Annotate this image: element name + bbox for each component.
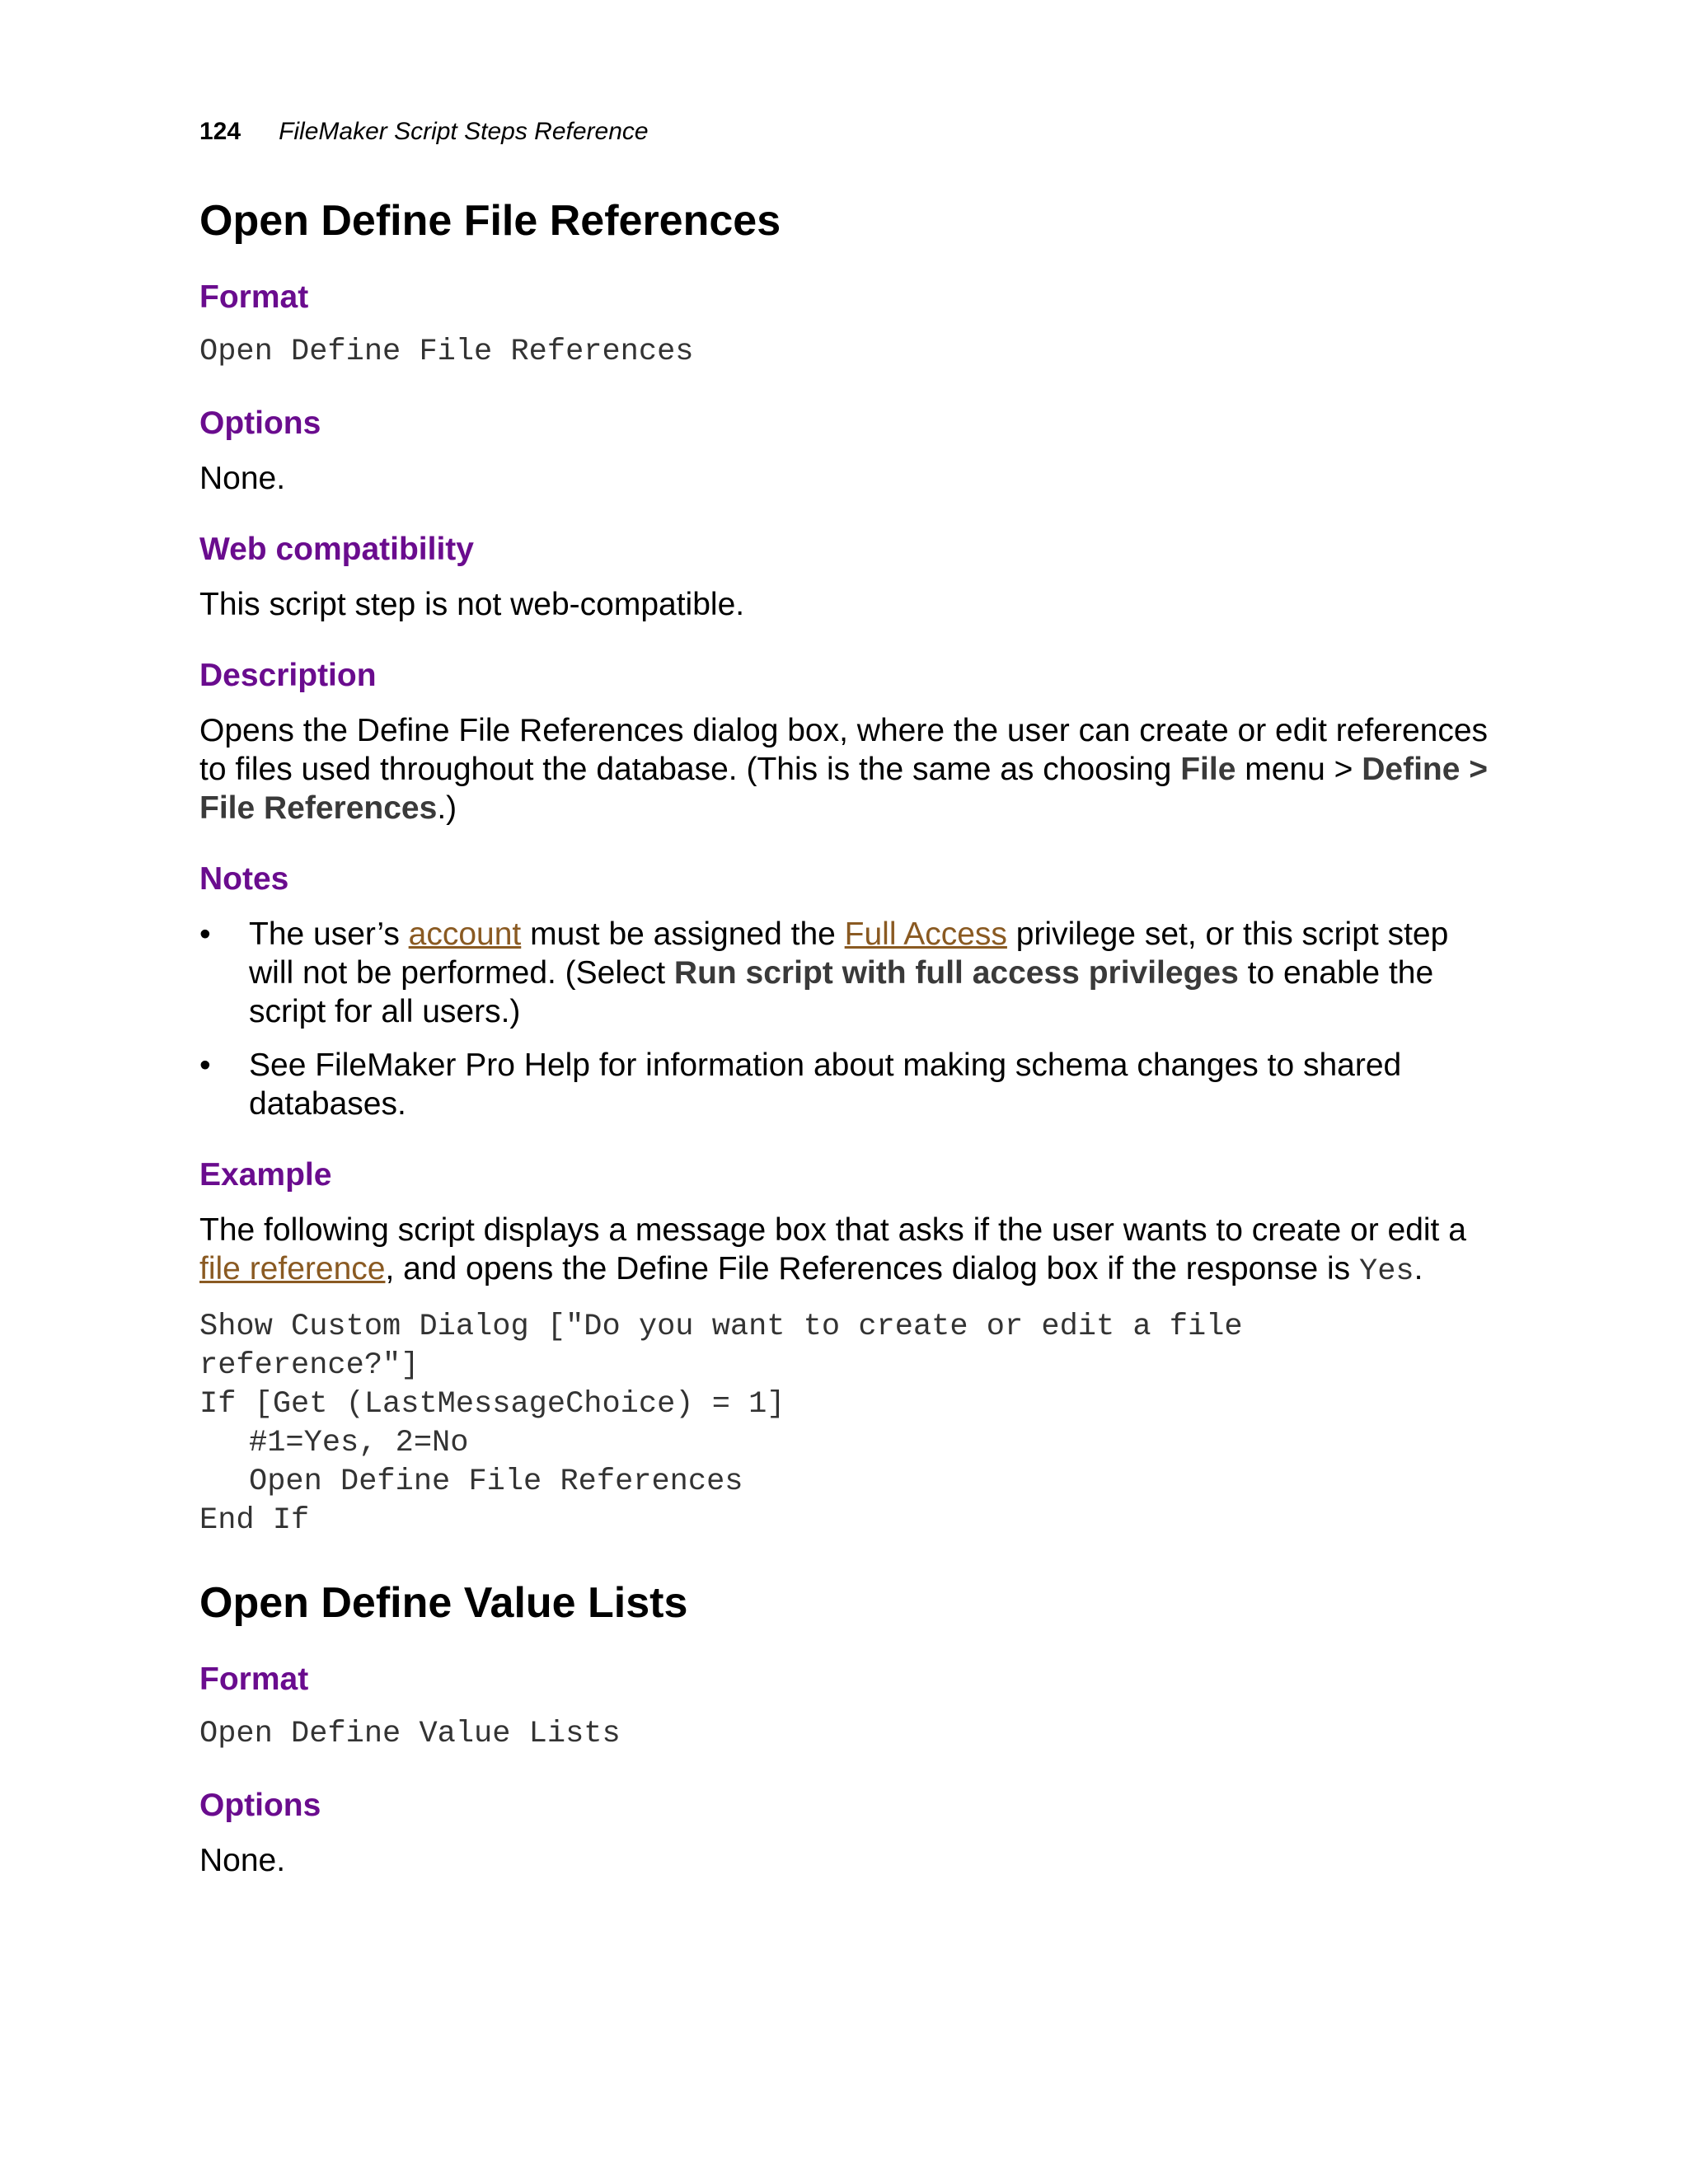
code-line: Open Define File References	[249, 1465, 743, 1499]
example-part: The following script displays a message box that asks if the user wants to create or edit a	[199, 1212, 1466, 1248]
code-line: End If	[199, 1503, 310, 1538]
format-code: Open Define File References	[199, 335, 694, 369]
example-heading: Example	[199, 1157, 332, 1193]
note-item	[199, 1046, 1502, 1123]
bullet: •	[199, 1047, 211, 1083]
options-heading: Options	[199, 1788, 321, 1823]
note-text: See FileMaker Pro Help for information about making schema changes to shared databases.	[249, 1047, 1402, 1122]
section-title-open-define-value-lists: Open Define Value Lists	[199, 1579, 688, 1627]
format-heading: Format	[199, 279, 309, 315]
description-heading: Description	[199, 658, 377, 693]
code-line: reference?"]	[199, 1348, 420, 1383]
description-part: .)	[437, 790, 457, 826]
inline-code-yes: Yes	[1359, 1254, 1414, 1289]
menu-file-bold: File	[1180, 752, 1236, 787]
note-text: privilege set, or this script step will not be performed. (Select	[249, 916, 1449, 991]
options-text: None.	[199, 461, 286, 496]
running-title: FileMaker Script Steps Reference	[279, 118, 649, 145]
example-part: .	[1414, 1251, 1423, 1286]
description-text	[199, 711, 1502, 827]
code-line: Show Custom Dialog ["Do you want to create or edit a file	[199, 1310, 1243, 1344]
options-text: None.	[199, 1843, 286, 1878]
note-text: to enable the script for all users.)	[249, 955, 1434, 1029]
note-text: The user’s	[249, 916, 409, 952]
page-number: 124	[199, 118, 241, 145]
format-code: Open Define Value Lists	[199, 1717, 621, 1751]
file-reference-link[interactable]: file reference	[199, 1251, 386, 1286]
web-compatibility-heading: Web compatibility	[199, 532, 474, 567]
bullet: •	[199, 916, 211, 952]
code-line: #1=Yes, 2=No	[249, 1426, 469, 1460]
full-access-link[interactable]: Full Access	[844, 916, 1007, 952]
running-header	[199, 117, 1502, 147]
note-text: must be assigned the	[521, 916, 845, 952]
description-part: Opens the Define File References dialog box, where the user can create or edit references to files used throughout the database. (This is the same as choosing	[199, 713, 1489, 787]
account-link[interactable]: account	[408, 916, 522, 952]
example-code-block	[199, 1308, 1502, 1540]
document-page	[199, 117, 1502, 1913]
notes-heading: Notes	[199, 861, 289, 897]
code-line: If [Get (LastMessageChoice) = 1]	[199, 1387, 785, 1422]
options-heading: Options	[199, 405, 321, 441]
web-compatibility-text: This script step is not web-compatible.	[199, 587, 745, 622]
example-text	[199, 1211, 1502, 1291]
menu-define-bold: Define > File References	[199, 752, 1489, 826]
note-item	[199, 915, 1502, 1031]
section-title-open-define-file-references: Open Define File References	[199, 197, 781, 245]
description-part: menu >	[1236, 752, 1362, 787]
example-part: , and opens the Define File References dialog box if the response is	[385, 1251, 1359, 1286]
notes-list	[199, 915, 1502, 1123]
format-heading: Format	[199, 1661, 309, 1697]
run-script-option-bold: Run script with full access privileges	[673, 955, 1239, 991]
